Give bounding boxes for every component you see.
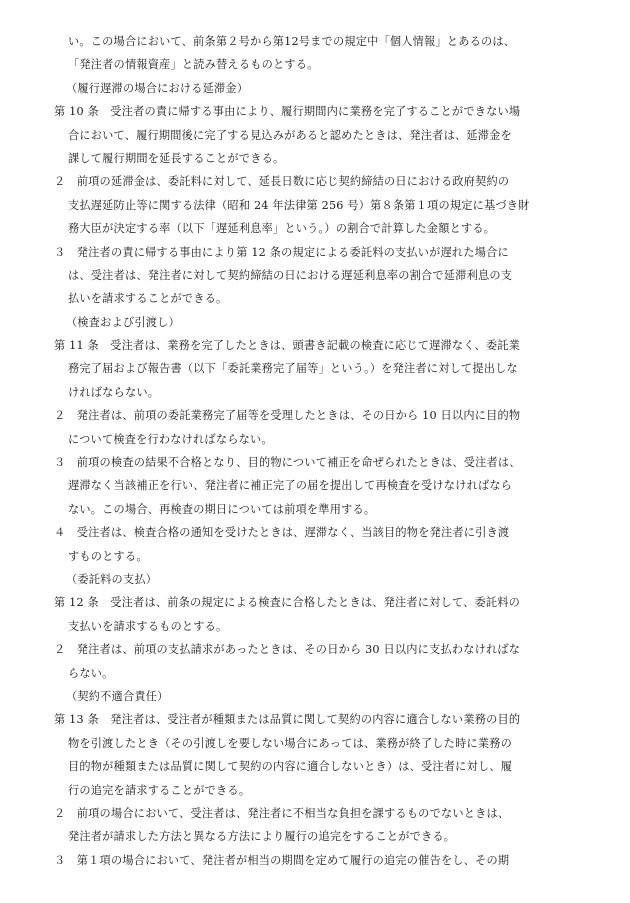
text-line: （検査および引渡し） (66, 315, 180, 329)
text-line: ３ 発注者の責に帰する事由により第 12 条の規定による委託料の支払いが遅れた場合に (54, 245, 509, 259)
text-line: 第 10 条 受注者の責に帰する事由により、履行期間内に業務を完了することができない場 (54, 105, 521, 119)
text-line: 課して履行期間を延長することができる。 (68, 151, 285, 165)
text-line: ２ 前項の場合において、受注者は、発注者に不相当な負担を課するものでないときは、 (54, 806, 510, 820)
clause-item (54, 802, 586, 849)
document-body (54, 30, 586, 872)
text-line: 目的物が種類または品質に関して契約の内容に適合しないとき）は、受注者に対し、履 (68, 760, 513, 774)
text-line: ない。この場合、再検査の期日については前項を準用する。 (68, 502, 376, 516)
text-line: 務大臣が決定する率（以下「遅延利息率」という。）の割合で計算した金額とする。 (68, 222, 496, 236)
text-line: （委託料の支払） (66, 572, 158, 586)
text-line: い。この場合において、前条第２号から第12号までの規定中「個人情報」とあるのは、 (68, 35, 516, 48)
text-line: は、受注者は、発注者に対して契約締結の日における遅延利息率の割合で延滞利息の支 (68, 268, 513, 282)
clause-item (54, 521, 586, 568)
text-line: 物を引渡したとき（その引渡しを要しない場合にあっては、業務が終了した時に業務の (68, 736, 513, 750)
clause-item (54, 451, 586, 521)
text-line: 払いを請求することができる。 (68, 292, 228, 306)
article-paragraph (54, 591, 586, 638)
section-heading (54, 311, 586, 334)
text-line: 遅滞なく当該補正を行い、発注者に補正完了の届を提出して再検査を受けなければなら (68, 479, 513, 493)
text-line: 第 12 条 受注者は、前条の規定による検査に合格したときは、発注者に対して、委託料の (54, 596, 521, 610)
text-line: らない。 (68, 666, 114, 680)
text-line: （履行遅滞の場合における延滞金） (66, 81, 249, 95)
text-line: ２ 発注者は、前項の支払請求があったときは、その日から 30 日以内に支払わなければな (54, 643, 521, 657)
text-line: について検査を行わなければならない。 (68, 432, 273, 446)
section-heading (54, 568, 586, 591)
article-paragraph (54, 708, 586, 802)
text-line: 合において、履行期間後に完了する見込みがあると認めたときは、発注者は、延滞金を (68, 128, 512, 142)
continued-paragraph (54, 30, 586, 77)
text-line: 支払遅延防止等に関する法律（昭和 24 年法律第 256 号）第８条第１項の規定に基づき財 (68, 198, 530, 212)
text-line: すものとする。 (68, 549, 148, 563)
text-line: 「発注者の情報資産」と読み替えるものとする。 (68, 58, 319, 72)
article-paragraph (54, 100, 586, 170)
clause-item (54, 638, 586, 685)
article-paragraph (54, 334, 586, 404)
text-line: （契約不適合責任） (66, 689, 169, 703)
clause-item (54, 849, 586, 872)
text-line: 発注者が請求した方法と異なる方法により履行の追完をすることができる。 (68, 830, 456, 844)
text-line: ３ 前項の検査の結果不合格となり、目的物について補正を命ぜられたときは、受注者は、 (54, 456, 521, 470)
clause-item (54, 404, 586, 451)
text-line: ければならない。 (68, 385, 160, 399)
text-line: ３ 第１項の場合において、発注者が相当の期間を定めて履行の追完の催告をし、その期 (54, 853, 510, 867)
text-line: ２ 前項の延滞金は、委託料に対して、延長日数に応じ契約締結の日における政府契約の (54, 175, 510, 189)
text-line: 第 11 条 受注者は、業務を完了したときは、頭書き記載の検査に応じて遅滞なく、委託業 (54, 339, 521, 353)
text-line: ４ 受注者は、検査合格の通知を受けたときは、遅滞なく、当該目的物を発注者に引き渡 (54, 526, 510, 540)
text-line: 務完了届および報告書（以下「委託業務完了届等」という。）を発注者に対して提出しな (68, 362, 518, 376)
section-heading (54, 685, 586, 708)
text-line: ２ 発注者は、前項の委託業務完了届等を受理したときは、その日から 10 日以内に目的物 (54, 409, 521, 423)
clause-item (54, 170, 586, 240)
text-line: 行の追完を請求することができる。 (68, 783, 251, 797)
text-line: 第 13 条 発注者は、受注者が種類または品質に関して契約の内容に適合しない業務の目的 (54, 713, 521, 727)
text-line: 支払いを請求するものとする。 (68, 619, 228, 633)
clause-item (54, 241, 586, 311)
section-heading (54, 77, 586, 100)
